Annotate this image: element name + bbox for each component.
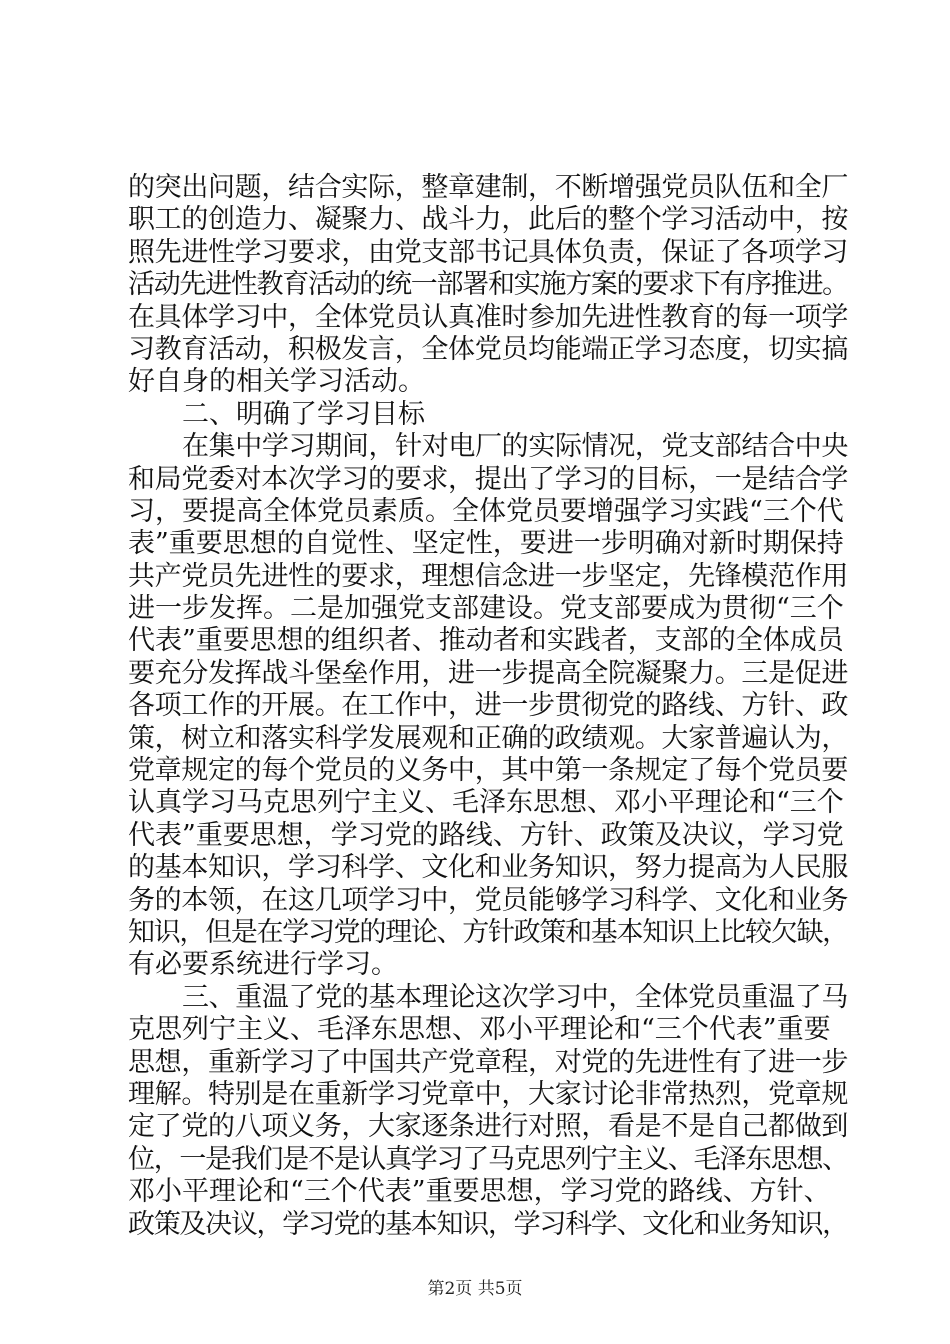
text-line: 知识，但是在学习党的理论、方针政策和基本知识上比较欠缺， xyxy=(128,916,848,948)
text-line: 定了党的八项义务，大家逐条进行对照，看是不是自己都做到 xyxy=(128,1111,849,1143)
text-line: 的基本知识，学习科学、文化和业务知识，努力提高为人民服 xyxy=(128,852,849,884)
text-line: 政策及决议，学习党的基本知识，学习科学、文化和业务知识， xyxy=(128,1208,848,1240)
text-line: 活动先进性教育活动的统一部署和实施方案的要求下有序推进。 xyxy=(128,269,848,301)
text-line: 习，要提高全体党员素质。全体党员要增强学习实践“三个代 xyxy=(128,495,844,527)
text-line: 表”重要思想的自觉性、坚定性，要进一步明确对新时期保持 xyxy=(128,528,844,560)
text-line: 务的本领，在这几项学习中，党员能够学习科学、文化和业务 xyxy=(128,884,849,916)
text-line: 好自身的相关学习活动。 xyxy=(128,366,425,398)
page-footer: 第2页 共5页 xyxy=(427,1279,523,1299)
text-line: 共产党员先进性的要求，理想信念进一步坚定，先锋模范作用 xyxy=(128,560,849,592)
text-line: 理解。特别是在重新学习党章中，大家讨论非常热烈，党章规 xyxy=(128,1078,849,1110)
text-line: 位，一是我们是不是认真学习了马克思列宁主义、毛泽东思想、 xyxy=(128,1143,848,1175)
text-line: 思想，重新学习了中国共产党章程，对党的先进性有了进一步 xyxy=(128,1046,849,1078)
body-text xyxy=(128,172,848,1241)
text-line: 克思列宁主义、毛泽东思想、邓小平理论和“三个代表”重要 xyxy=(128,1014,831,1046)
text-line: 有必要系统进行学习。 xyxy=(128,949,398,981)
text-line: 代表”重要思想的组织者、推动者和实践者，支部的全体成员 xyxy=(128,625,844,657)
text-line: 二、明确了学习目标 xyxy=(182,398,425,430)
text-line: 的突出问题，结合实际，整章建制，不断增强党员队伍和全厂 xyxy=(128,172,849,203)
text-line: 职工的创造力、凝聚力、战斗力，此后的整个学习活动中，按 xyxy=(128,204,849,236)
text-line: 习教育活动，积极发言，全体党员均能端正学习态度，切实搞 xyxy=(128,333,849,365)
text-line: 党章规定的每个党员的义务中，其中第一条规定了每个党员要 xyxy=(128,755,849,787)
text-line: 策，树立和落实科学发展观和正确的政绩观。大家普遍认为， xyxy=(128,722,849,754)
text-line: 各项工作的开展。在工作中，进一步贯彻党的路线、方针、政 xyxy=(128,690,849,722)
text-line: 代表”重要思想，学习党的路线、方针、政策及决议，学习党 xyxy=(128,819,844,851)
text-line: 在具体学习中，全体党员认真准时参加先进性教育的每一项学 xyxy=(128,301,849,333)
text-line: 进一步发挥。二是加强党支部建设。党支部要成为贯彻“三个 xyxy=(128,593,844,625)
text-line: 三、重温了党的基本理论这次学习中，全体党员重温了马 xyxy=(182,981,848,1013)
text-line: 和局党委对本次学习的要求，提出了学习的目标，一是结合学 xyxy=(128,463,849,495)
text-line: 认真学习马克思列宁主义、毛泽东思想、邓小平理论和“三个 xyxy=(128,787,844,819)
text-line: 照先进性学习要求，由党支部书记具体负责，保证了各项学习 xyxy=(128,236,849,268)
text-line: 要充分发挥战斗堡垒作用，进一步提高全院凝聚力。三是促进 xyxy=(128,657,849,689)
text-line: 在集中学习期间，针对电厂的实际情况，党支部结合中央 xyxy=(182,431,848,463)
text-line: 邓小平理论和“三个代表”重要思想，学习党的路线、方针、 xyxy=(128,1176,831,1208)
